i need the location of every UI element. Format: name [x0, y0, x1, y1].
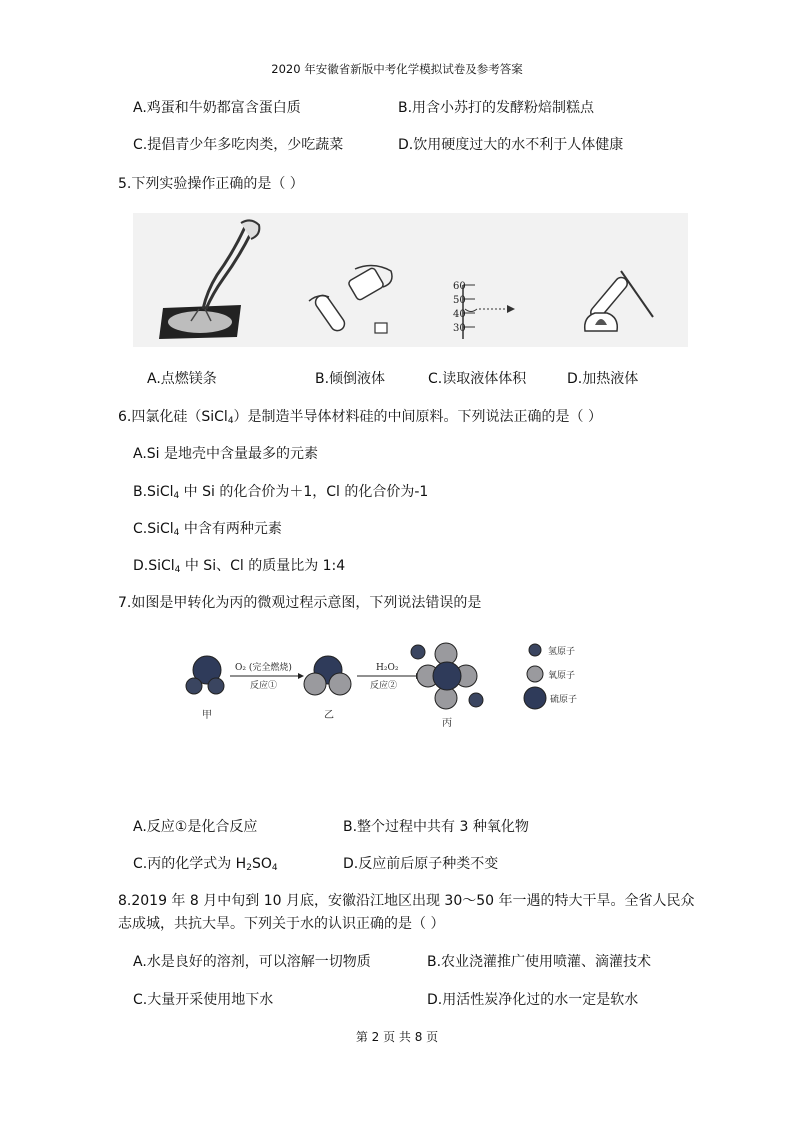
graduated-cylinder-figure [453, 281, 515, 339]
label-yi: 乙 [324, 710, 334, 721]
tick-label: 40 [453, 309, 466, 320]
heating-liquid-figure [585, 271, 653, 331]
arrow2-condition: H₂O₂ [376, 663, 399, 673]
legend-hydrogen: 氢原子 [548, 647, 576, 657]
q5-option-d: D.加热液体 [567, 371, 639, 387]
q6-option-d: D.SiCl$_4$ 中 Si、Cl 的质量比为 1:4 [133, 558, 346, 575]
q8-option-b: B.农业浇灌推广使用喷灌、滴灌技术 [427, 954, 652, 970]
arrow1-label: 反应① [250, 681, 278, 691]
q7-option-d: D.反应前后原子种类不变 [343, 856, 499, 872]
q5-option-a: A.点燃镁条 [147, 371, 217, 387]
q7-option-a: A.反应①是化合反应 [133, 819, 258, 835]
q5-option-b: B.倾倒液体 [315, 371, 386, 387]
q6-stem: 6.四氯化硅（SiCl$_4$）是制造半导体材料硅的中间原料。下列说法正确的是（ ） [118, 409, 602, 426]
page-footer: 第 2 页 共 8 页 [355, 1030, 439, 1044]
tick-label: 60 [453, 281, 466, 292]
molecule-jia [186, 656, 224, 694]
q6-option-a: A.Si 是地壳中含量最多的元素 [133, 446, 319, 462]
q6-option-b: B.SiCl$_4$ 中 Si 的化合价为＋1，Cl 的化合价为-1 [133, 484, 429, 501]
q6-option-c: C.SiCl$_4$ 中含有两种元素 [133, 521, 282, 538]
pouring-liquid-figure [309, 265, 392, 333]
q7-option-c: C.丙的化学式为 $H_2SO_4$ [133, 856, 278, 873]
atom-legend [524, 644, 577, 709]
q5-figure [133, 213, 688, 347]
q5-stem: 5.下列实验操作正确的是（ ） [118, 176, 304, 192]
q7-stem: 7.如图是甲转化为丙的微观过程示意图，下列说法错误的是 [118, 595, 482, 611]
legend-oxygen: 氧原子 [548, 671, 576, 681]
q4-option-a: A.鸡蛋和牛奶都富含蛋白质 [133, 100, 301, 116]
arrow1-condition: O₂ (完全燃烧) [235, 663, 292, 673]
q8-stem-line2: 志成城，共抗大旱。下列关于水的认识正确的是（ ） [118, 916, 445, 932]
legend-sulfur: 硫原子 [550, 695, 578, 705]
q5-option-c: C.读取液体体积 [428, 371, 527, 387]
label-jia: 甲 [202, 710, 212, 721]
tick-label: 50 [453, 295, 466, 306]
q7-option-b: B.整个过程中共有 3 种氧化物 [343, 819, 529, 835]
q4-option-d: D.饮用硬度过大的水不利于人体健康 [398, 137, 624, 153]
q8-stem-line1: 8.2019 年 8 月中旬到 10 月底，安徽沿江地区出现 30～50 年一遇的特大干旱。全省人民众 [118, 893, 695, 909]
label-bing: 丙 [442, 718, 452, 729]
magnesium-burning-figure [159, 220, 259, 339]
page-header: 2020 年安徽省新版中考化学模拟试卷及参考答案 [271, 62, 523, 76]
arrow2-label: 反应② [370, 681, 398, 691]
molecule-bing [411, 643, 483, 709]
q8-option-c: C.大量开采使用地下水 [133, 992, 274, 1008]
q8-option-a: A.水是良好的溶剂，可以溶解一切物质 [133, 954, 371, 970]
q7-reaction-diagram [180, 640, 600, 730]
tick-label: 30 [453, 323, 466, 334]
q4-option-c: C.提倡青少年多吃肉类，少吃蔬菜 [133, 137, 344, 153]
molecule-yi [304, 656, 351, 695]
q8-option-d: D.用活性炭净化过的水一定是软水 [427, 992, 639, 1008]
q4-option-b: B.用含小苏打的发酵粉焙制糕点 [398, 100, 595, 116]
